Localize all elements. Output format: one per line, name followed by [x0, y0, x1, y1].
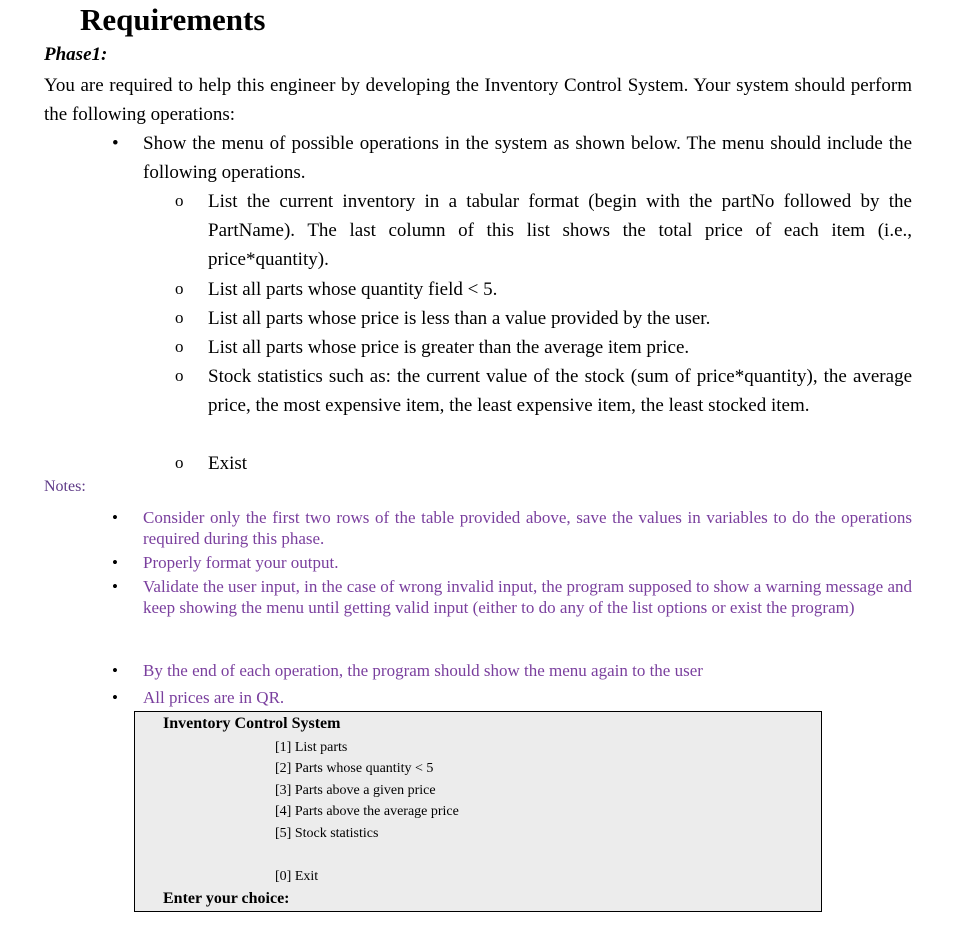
bullet-text: Show the menu of possible operations in the system as shown below. The menu should include the following operations.	[143, 133, 912, 183]
note-format-output: Properly format your output.	[143, 553, 339, 572]
note-show-menu-again: By the end of each operation, the program should show the menu again to the user	[143, 661, 703, 680]
menu-prompt: Enter your choice:	[163, 890, 290, 907]
intro-paragraph: You are required to help this engineer by developing the Inventory Control System. Your system should perform the following operations:	[44, 75, 912, 125]
note-first-two-rows: Consider only the first two rows of the table provided above, save the values in variables to do the operations required during this phase.	[143, 508, 912, 548]
menu-option-average-price: [4] Parts above the average price	[275, 804, 459, 819]
note-marker-4: •	[112, 661, 118, 680]
bullet-marker: •	[112, 133, 119, 154]
sub-marker-2: o	[175, 279, 184, 298]
sub-item-exist: Exist	[208, 453, 248, 474]
sub-item-list-inventory: List the current inventory in a tabular format (begin with the partNo followed by the PartName). The last column of this list shows the total price of each item (i.e., price*quantity).	[208, 191, 912, 270]
menu-preview-box	[134, 711, 822, 912]
sub-marker-5: o	[175, 366, 184, 385]
sub-item-stock-statistics: Stock statistics such as: the current value of the stock (sum of price*quantity), the average price, the most expensive item, the least expensive item, the least stocked item.	[208, 366, 912, 416]
sub-marker-6: o	[175, 453, 184, 472]
menu-option-exit: [0] Exit	[275, 869, 319, 884]
menu-option-quantity: [2] Parts whose quantity < 5	[275, 761, 434, 776]
menu-option-given-price: [3] Parts above a given price	[275, 783, 436, 798]
phase-label: Phase1:	[44, 44, 108, 65]
sub-marker-4: o	[175, 337, 184, 356]
menu-option-stock-statistics: [5] Stock statistics	[275, 826, 379, 841]
note-marker-1: •	[112, 508, 118, 527]
notes-label: Notes:	[44, 478, 86, 495]
note-marker-2: •	[112, 553, 118, 572]
note-marker-5: •	[112, 688, 118, 707]
menu-title: Inventory Control System	[163, 715, 341, 732]
sub-marker-1: o	[175, 191, 184, 210]
page-heading: Requirements	[80, 2, 266, 37]
sub-item-price-greater: List all parts whose price is greater than the average item price.	[208, 337, 690, 358]
sub-marker-3: o	[175, 308, 184, 327]
sub-item-price-less: List all parts whose price is less than a value provided by the user.	[208, 308, 711, 329]
note-marker-3: •	[112, 577, 118, 596]
menu-option-list-parts: [1] List parts	[275, 740, 348, 755]
note-prices-qr: All prices are in QR.	[143, 688, 285, 707]
note-validate-input: Validate the user input, in the case of wrong invalid input, the program supposed to show a warning message and keep showing the menu until getting valid input (either to do any of the list options or exist the program)	[143, 577, 912, 617]
sub-item-quantity: List all parts whose quantity field < 5.	[208, 279, 498, 300]
